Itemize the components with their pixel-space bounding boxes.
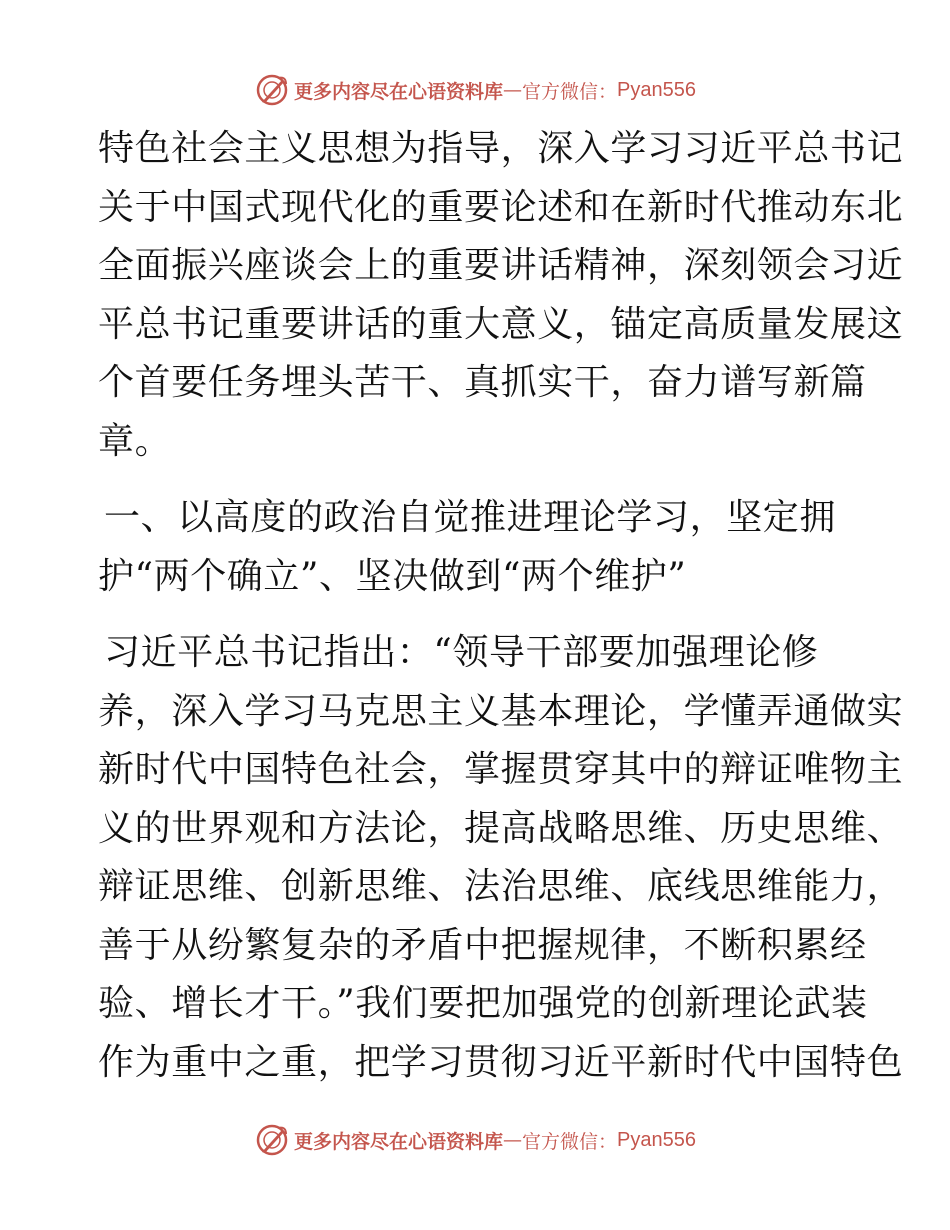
text-line: 特色社会主义思想为指导，深入学习习近平总书记 [98,128,904,169]
text-line: 作为重中之重，把学习贯彻习近平新时代中国特色 [98,1041,904,1083]
text-line: 个首要任务埋头苦干、真抓实干，奋力谱写新篇 [98,362,867,403]
text-line: 关于中国式现代化的重要论述和在新时代推动东北 [98,186,904,228]
paragraph-1 [98,120,904,471]
quill-logo-icon [254,1122,290,1158]
section-heading-1 [98,489,868,606]
watermark-contact-id: Pyan556 [617,78,696,101]
watermark-contact-label: 官方微信： [522,1130,618,1153]
text-line: 养，深入学习马克思主义基本理论，学懂弄通做实 [98,690,904,732]
text-line: 平总书记重要讲话的重大意义，锚定高质量发展这 [98,303,904,345]
text-line: 善于从纷繁复杂的矛盾中把握规律，不断积累经 [98,924,867,966]
watermark-brand: 更多内容尽在心语资料库 [294,1130,504,1153]
text-line: 章。 [98,420,172,462]
document-body [98,120,904,1092]
header-watermark [0,70,950,110]
text-line: 全面振兴座谈会上的重要讲话精神，深刻领会习近 [98,245,904,286]
footer-watermark [0,1120,950,1160]
watermark-separator: — [503,79,523,101]
watermark-contact-id: Pyan556 [617,1128,696,1151]
text-line: 新时代中国特色社会，掌握贯穿其中的辩证唯物主 [98,749,904,790]
watermark-separator: — [503,1129,523,1151]
watermark-contact-label: 官方微信： [522,80,618,103]
heading-line: 护“两个确立”、坚决做到“两个维护” [98,555,687,597]
quill-logo-icon [254,72,290,108]
text-line: 义的世界观和方法论，提高战略思维、历史思维、 [98,807,904,849]
watermark-brand: 更多内容尽在心语资料库 [294,80,504,103]
text-line: 习近平总书记指出：“领导干部要加强理论修 [104,632,819,673]
text-line: 验、增长才干。”我们要把加强党的创新理论武装 [98,983,868,1024]
paragraph-2 [98,624,904,1092]
text-line: 辩证思维、创新思维、法治思维、底线思维能力， [98,866,904,907]
heading-line: 一、以高度的政治自觉推进理论学习，坚定拥 [104,497,837,538]
